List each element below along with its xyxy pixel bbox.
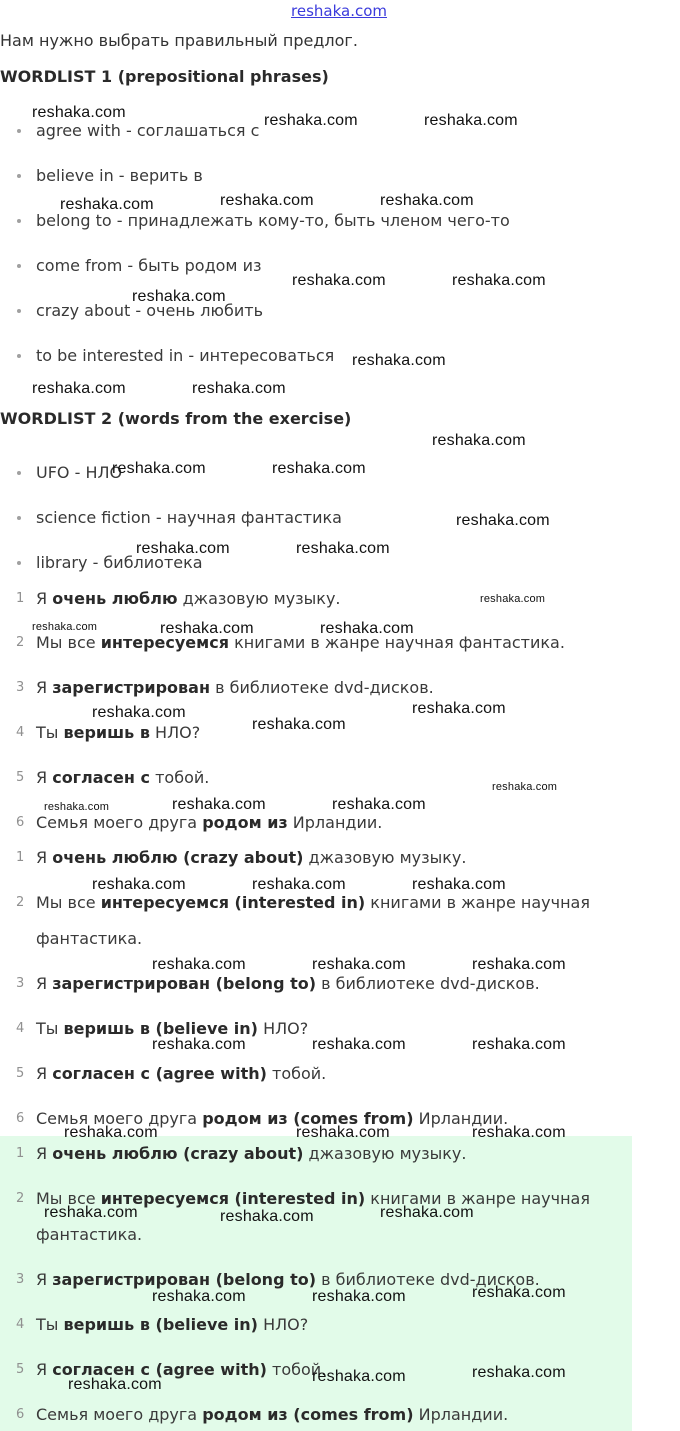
- watermark: reshaka.com: [332, 796, 426, 813]
- watermark: reshaka.com: [472, 1284, 566, 1301]
- watermark: reshaka.com: [320, 620, 414, 637]
- bullet-icon: [17, 309, 21, 313]
- watermark: reshaka.com: [192, 380, 286, 397]
- bullet-icon: [17, 174, 21, 178]
- watermark: reshaka.com: [136, 540, 230, 557]
- watermark: reshaka.com: [152, 1288, 246, 1305]
- site-link[interactable]: reshaka.com: [291, 2, 387, 20]
- watermark: reshaka.com: [32, 380, 126, 397]
- bullet-icon: [17, 471, 21, 475]
- watermark: reshaka.com: [252, 716, 346, 733]
- bullet-icon: [17, 516, 21, 520]
- watermark: reshaka.com: [92, 704, 186, 721]
- answer-continuation: фантастика.: [36, 1225, 143, 1244]
- watermark: reshaka.com: [480, 593, 546, 605]
- watermark: reshaka.com: [380, 1204, 474, 1221]
- watermark: reshaka.com: [452, 272, 546, 289]
- watermark: reshaka.com: [472, 1036, 566, 1053]
- watermark: reshaka.com: [112, 460, 206, 477]
- watermark: reshaka.com: [472, 1124, 566, 1141]
- watermark: reshaka.com: [292, 272, 386, 289]
- intro-text: Нам нужно выбрать правильный предлог.: [0, 31, 358, 50]
- watermark: reshaka.com: [152, 956, 246, 973]
- watermark: reshaka.com: [380, 192, 474, 209]
- watermark: reshaka.com: [60, 196, 154, 213]
- bullet-icon: [17, 561, 21, 565]
- wordlist1-heading: WORDLIST 1 (prepositional phrases): [0, 67, 329, 86]
- bullet-icon: [17, 264, 21, 268]
- watermark: reshaka.com: [252, 876, 346, 893]
- watermark: reshaka.com: [220, 192, 314, 209]
- watermark: reshaka.com: [272, 460, 366, 477]
- watermark: reshaka.com: [44, 801, 110, 813]
- watermark: reshaka.com: [412, 876, 506, 893]
- watermark: reshaka.com: [68, 1376, 162, 1393]
- watermark: reshaka.com: [312, 1368, 406, 1385]
- watermark: reshaka.com: [352, 352, 446, 369]
- bullet-icon: [17, 129, 21, 133]
- bullet-icon: [17, 219, 21, 223]
- wordlist2-heading: WORDLIST 2 (words from the exercise): [0, 409, 352, 428]
- watermark: reshaka.com: [172, 796, 266, 813]
- watermark: reshaka.com: [296, 1124, 390, 1141]
- watermark: reshaka.com: [492, 781, 558, 793]
- watermark: reshaka.com: [220, 1208, 314, 1225]
- watermark: reshaka.com: [432, 432, 526, 449]
- watermark: reshaka.com: [132, 288, 226, 305]
- watermark: reshaka.com: [44, 1204, 138, 1221]
- watermark: reshaka.com: [92, 876, 186, 893]
- watermark: reshaka.com: [424, 112, 518, 129]
- watermark: reshaka.com: [312, 1036, 406, 1053]
- watermark: reshaka.com: [312, 1288, 406, 1305]
- watermark: reshaka.com: [32, 621, 98, 633]
- bullet-icon: [17, 354, 21, 358]
- answer-continuation: фантастика.: [36, 929, 143, 948]
- watermark: reshaka.com: [472, 1364, 566, 1381]
- watermark: reshaka.com: [296, 540, 390, 557]
- watermark: reshaka.com: [472, 956, 566, 973]
- watermark: reshaka.com: [312, 956, 406, 973]
- watermark: reshaka.com: [264, 112, 358, 129]
- watermark: reshaka.com: [456, 512, 550, 529]
- watermark: reshaka.com: [64, 1124, 158, 1141]
- watermark: reshaka.com: [32, 104, 126, 121]
- watermark: reshaka.com: [412, 700, 506, 717]
- watermark: reshaka.com: [152, 1036, 246, 1053]
- watermark: reshaka.com: [160, 620, 254, 637]
